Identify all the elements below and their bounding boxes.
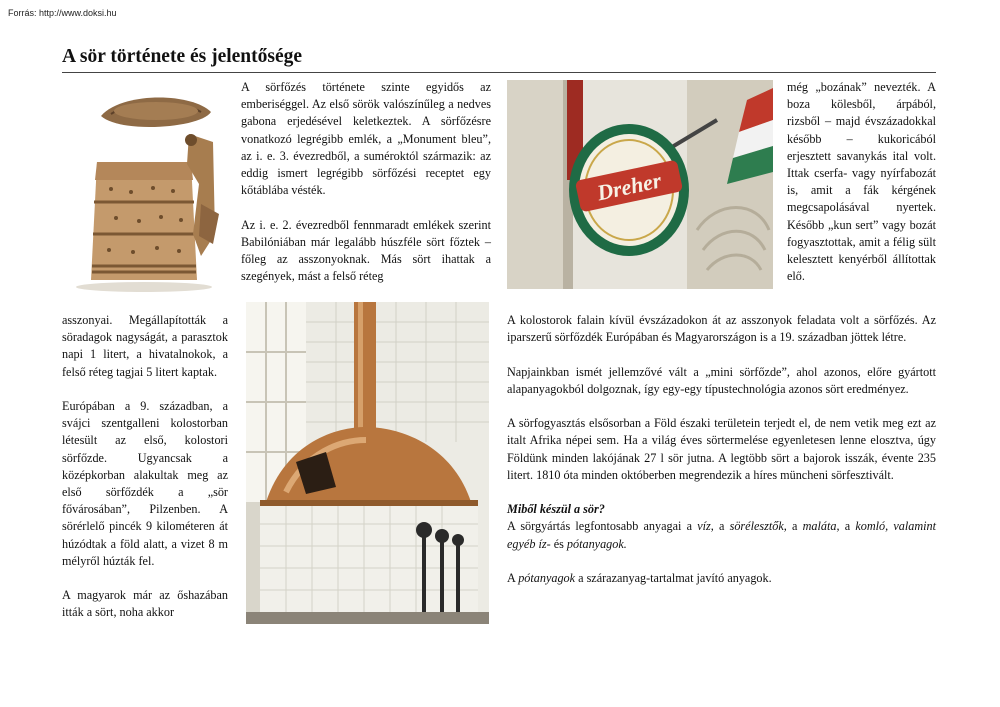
page-title: A sör története és jelentősége: [62, 46, 303, 67]
brew-kettle-image: [246, 302, 489, 624]
dreher-sign-image: [507, 80, 773, 289]
title-rule: [62, 72, 936, 73]
paragraph: A kolostorok falain kívül évszázadokon át az asszonyok feladata volt a sörfőzés. Az iparszerű sörfőzdék Európában és Magyarországon is a 19. században jöttek létre.: [507, 313, 936, 345]
paragraph: A sörfőzés története szinte egyidős az emberiséggel. Az első sörök valószínűleg a nedves gabona erjedésével keletkeztek. A sörfőzésre vonatkozó legrégibb emlék, a „Monument bleu”, az i. e. 3. évezredből, a suméroktól származik: az eddig ismert legrégibb sörfőzési receptet egy kőtáblába vésték.: [241, 80, 491, 198]
paragraph: Napjainkban ismét jellemzővé vált a „mini sörfőzde”, ahol azonos, előre gyártott alapanyagokból dolgoznak, így egy-egy típustechnológia azonos sört eredményez.: [507, 364, 936, 396]
paragraph: még „bozának” nevezték. A boza kölesből, árpából, rizsből – majd évszázadokkal később – kukoricából erjesztett savanykás ital volt. Ittak cserfa- vagy nyírfabozát is, amit a fák kérgének megcsapolásával nyertek. Később „kun sert” vagy bozát fogyasztottak, amit a félig sült kelesztett kenyérből állítottak elő.: [787, 80, 936, 284]
source-note: Forrás: http://www.doksi.hu: [8, 8, 117, 18]
term-komlo: komló, valamint egyéb íz-: [507, 519, 936, 551]
section-heading: Miből készül a sör?: [507, 502, 605, 517]
text-run: A sörgyártás legfontosabb anyagai a: [507, 519, 698, 534]
text-column-3: [62, 312, 228, 622]
paragraph: asszonyai. Megállapították a söradagok nagyságát, a parasztok napi 1 litert, a hivatalnokok, a felső réteg tagjai 5 litert kaptak.: [62, 313, 228, 379]
text-run: a: [786, 519, 803, 534]
paragraph: A magyarok már az őshazában itták a sört, noha akkor: [62, 588, 228, 620]
text-run: a: [839, 519, 856, 534]
wooden-tankard-image: [61, 84, 228, 295]
potanyag-paragraph: [507, 570, 936, 587]
paragraph: Az i. e. 2. évezredből fennmaradt emlékek szerint Babilóniában már legalább húszféle sört főztek – főleg az asszonyoknak. Más sört ihattak a szegények, mást a felső réteg: [241, 217, 491, 284]
paragraph: A sörfogyasztás elsősorban a Föld északi területein terjedt el, de nem vetik meg ezt az italt Afrika népei sem. Ha a világ éves sörtermelése egyenletesen lenne elosztva, úgy Földünk minden lakójának 27 l sör jutna. A legtöbb sört a bajorok isszák, évente 235 litert. 1810 óta minden októberben megrendezik a híres müncheni sörfesztivált.: [507, 416, 936, 482]
paragraph: Európában a 9. században, a svájci szentgalleni kolostorban létesült az első, kolostori sörfőzde. Ugyancsak a középkorban alakultak meg az első sörfőzdék a „sör fővárosában”, Pilzenben. A sörérlelő pincék 9 kilométeren át húzódtak a föld alatt, a vizet 8 m mélyről húzták fel.: [62, 399, 228, 568]
term-malata: maláta,: [802, 519, 840, 534]
text-column-4: [507, 312, 936, 587]
text-run: A: [507, 570, 519, 585]
term-potanyagok: pótanyagok.: [566, 536, 627, 551]
text-column-2: [787, 79, 936, 285]
term-serelesztok: sörélesztők,: [729, 519, 787, 534]
dreher-sign-text: Dreher: [594, 167, 664, 206]
term-viz: víz,: [697, 519, 714, 534]
text-run: és: [550, 536, 567, 551]
text-run: a: [713, 519, 730, 534]
term-potanyagok: pótanyagok: [518, 570, 576, 585]
text-run: a szárazanyag-tartalmat javító anyagok.: [575, 570, 772, 585]
text-column-1: [241, 79, 491, 285]
ingredients-paragraph: [507, 518, 936, 552]
